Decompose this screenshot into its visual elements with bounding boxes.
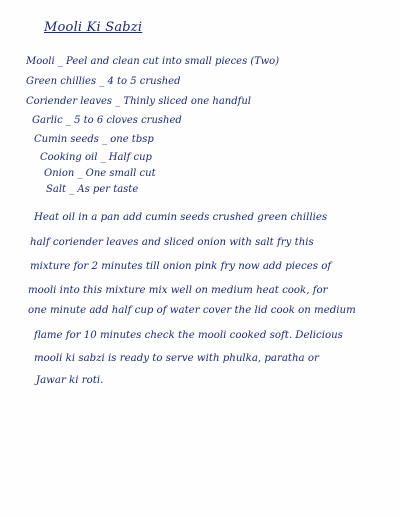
method-line-4: mooli into this mixture mix well on medium heat cook, for [28,285,328,296]
method-line-2: half coriender leaves and sliced onion with salt fry this [30,237,314,248]
ingredient-mooli: Mooli _ Peel and clean cut into small pieces (Two) [26,56,280,67]
method-line-1: Heat oil in a pan add cumin seeds crushed green chillies [34,212,328,223]
recipe-title: Mooli Ki Sabzi [44,20,143,35]
method-line-6: flame for 10 minutes check the mooli cooked soft. Delicious [34,330,343,341]
ingredient-salt: Salt _ As per taste [46,184,139,195]
method-line-8: Jawar ki roti. [36,375,104,386]
method-line-7: mooli ki sabzi is ready to serve with phulka, paratha or [34,353,319,364]
method-line-5: one minute add half cup of water cover the lid cook on medium [28,305,356,316]
ingredient-coriander: Coriender leaves _ Thinly sliced one handful [26,96,251,107]
ingredient-cumin: Cumin seeds _ one tbsp [34,134,154,145]
ingredient-chillies: Green chillies _ 4 to 5 crushed [26,76,181,87]
ingredient-garlic: Garlic _ 5 to 6 cloves crushed [32,115,182,126]
method-line-3: mixture for 2 minutes till onion pink fry now add pieces of [30,261,332,272]
ingredient-onion: Onion _ One small cut [44,168,156,179]
ingredient-oil: Cooking oil _ Half cup [40,152,152,163]
